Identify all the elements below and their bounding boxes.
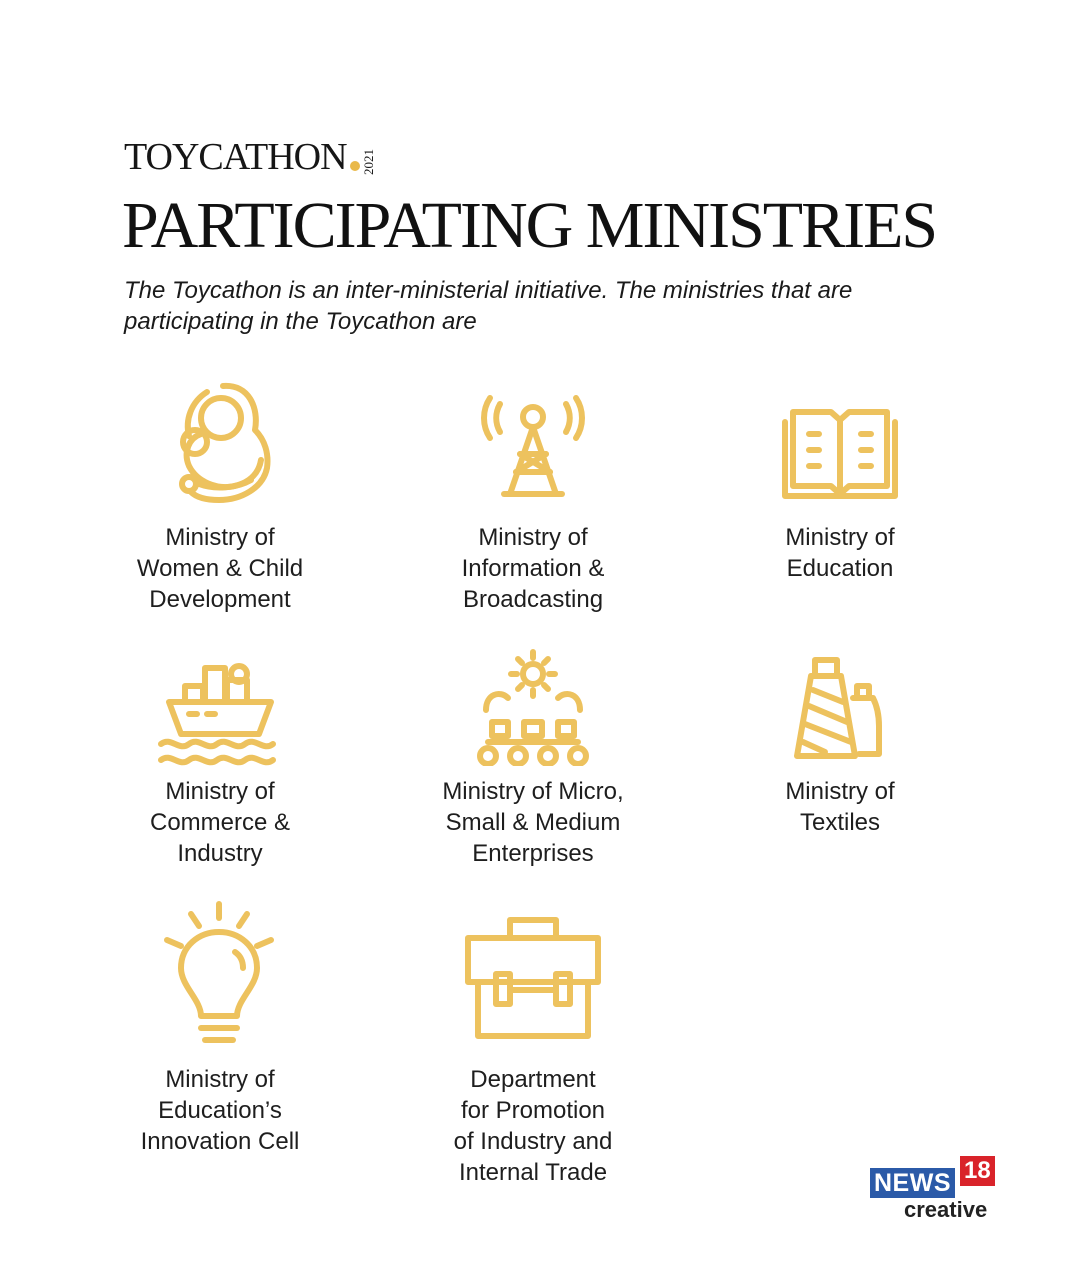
logo-news-text: NEWS — [870, 1168, 955, 1198]
briefcase-icon — [458, 896, 608, 1056]
ministry-card-innovation-cell — [70, 896, 370, 1155]
ministry-card-education — [690, 372, 990, 582]
factory-conveyor-icon — [468, 646, 598, 766]
logo-18-text: 18 — [958, 1154, 997, 1188]
ministry-label: Ministry of Textiles — [785, 778, 895, 836]
ministry-label: Ministry of Education’s Innovation Cell — [140, 1066, 300, 1155]
mother-child-icon — [155, 372, 285, 507]
ministry-label: Ministry of Micro, Small & Medium Enterprises — [442, 778, 624, 867]
brand-name: TOYCATHON — [124, 136, 347, 178]
cargo-ship-icon — [155, 646, 285, 766]
ministry-card-women-child — [70, 372, 370, 613]
ministry-card-commerce-industry — [70, 646, 370, 867]
brand-logo — [124, 138, 375, 176]
ministry-card-textiles — [690, 646, 990, 836]
ministry-label: Ministry of Education — [785, 524, 895, 582]
open-book-icon — [775, 372, 905, 507]
page-title: PARTICIPATING MINISTRIES — [122, 189, 937, 262]
lightbulb-icon — [155, 896, 285, 1056]
brand-dot — [350, 161, 360, 171]
brand-year: 2021 — [360, 149, 376, 175]
ministry-card-dpiit — [383, 896, 683, 1186]
logo-creative-text: creative — [904, 1197, 988, 1222]
intro-text: The Toycathon is an inter-ministerial initiative. The ministries that are participating in the Toycathon are — [124, 277, 853, 335]
thread-spools-icon — [775, 646, 905, 766]
broadcast-tower-icon — [468, 372, 598, 507]
ministry-label: Department for Promotion of Industry and Internal Trade — [453, 1066, 613, 1186]
ministry-label: Ministry of Commerce & Industry — [149, 778, 291, 867]
ministry-card-information-broadcasting — [383, 372, 683, 613]
ministry-label: Ministry of Women & Child Development — [136, 524, 304, 613]
news18-creative-logo — [868, 1154, 998, 1224]
ministry-label: Ministry of Information & Broadcasting — [461, 524, 605, 613]
ministry-card-msme — [383, 646, 683, 867]
